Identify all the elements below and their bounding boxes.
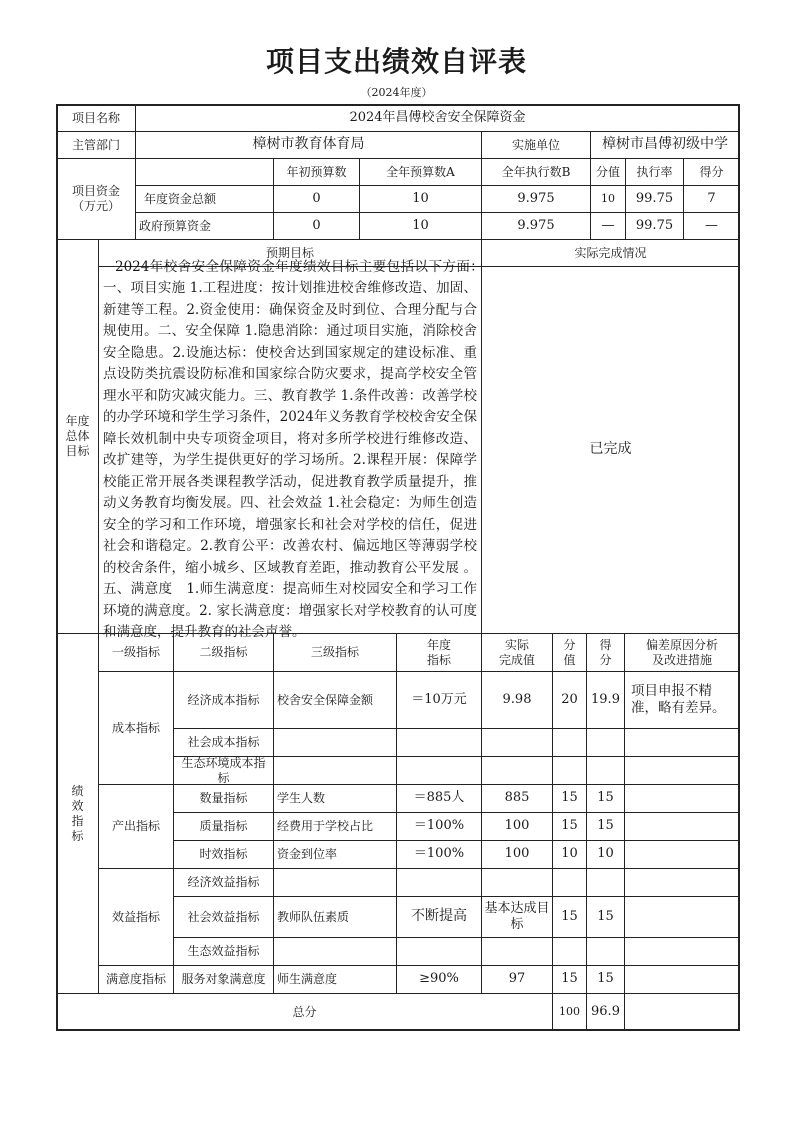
indicator-level3	[273, 756, 397, 785]
indicator-target: ＝10万元	[396, 671, 482, 729]
funds-row-gov-score-value: —	[590, 212, 626, 240]
indicator-actual: 885	[481, 784, 553, 813]
indicator-level3: 师生满意度	[273, 965, 397, 994]
indicator-target: 不断提高	[396, 896, 482, 938]
indicator-deviation	[624, 965, 740, 994]
indicator-level2: 生态效益指标	[173, 937, 274, 966]
header-score-value-line2: 值	[563, 652, 576, 667]
indicator-deviation	[624, 840, 740, 869]
indicator-target: ＝100%	[396, 840, 482, 869]
indicator-level3: 经费用于学校占比	[273, 812, 397, 841]
indicator-target	[396, 728, 482, 757]
indicator-level2: 时效指标	[173, 840, 274, 869]
funds-header-score: 得分	[683, 158, 740, 186]
indicator-level2: 经济成本指标	[173, 671, 274, 729]
goals-label-line2: 总体	[65, 429, 90, 443]
indicator-deviation	[624, 937, 740, 966]
project-name-value: 2024年昌傅校舍安全保障资金	[135, 104, 740, 132]
indicator-target	[396, 756, 482, 785]
funds-label-line2: （万元）	[71, 199, 120, 213]
perf-label-line4: 标	[71, 828, 84, 843]
total-label: 总分	[56, 993, 553, 1031]
indicator-level3: 校舍安全保障金额	[273, 671, 397, 729]
funds-row-gov-rate: 99.75	[625, 212, 684, 240]
header-actual-value-line2: 完成值	[498, 652, 535, 667]
indicator-deviation	[624, 868, 740, 897]
header-score-line2: 分	[599, 652, 612, 667]
header-actual-value	[481, 633, 553, 672]
page-subtitle: （2024年度）	[360, 86, 433, 99]
total-score: 96.9	[586, 993, 625, 1031]
indicator-score: 15	[586, 896, 625, 938]
total-score-value: 100	[552, 993, 587, 1031]
goals-section-label	[56, 239, 99, 634]
project-name-label: 项目名称	[56, 104, 136, 132]
funds-section-label	[56, 158, 136, 240]
header-deviation-line1: 偏差原因分析	[645, 637, 718, 652]
funds-header-score-value: 分值	[590, 158, 626, 186]
indicator-level3: 资金到位率	[273, 840, 397, 869]
funds-row-gov-name: 政府预算资金	[135, 212, 274, 240]
indicator-level3	[273, 728, 397, 757]
indicator-level2: 经济效益指标	[173, 868, 274, 897]
header-score-line1: 得	[599, 637, 612, 652]
total-deviation	[624, 993, 740, 1031]
perf-label-line2: 效	[71, 798, 84, 813]
header-score-value-line1: 分	[563, 637, 576, 652]
indicator-score: 10	[586, 840, 625, 869]
page-title: 项目支出绩效自评表	[265, 45, 527, 78]
actual-completion-header: 实际完成情况	[481, 239, 740, 267]
indicator-score: 15	[586, 965, 625, 994]
goals-label-line1: 年度	[65, 414, 90, 428]
funds-header-executed: 全年执行数B	[481, 158, 591, 186]
header-level2: 二级指标	[173, 633, 274, 672]
indicator-score-value: 15	[552, 812, 587, 841]
indicator-score-value	[552, 728, 587, 757]
funds-row-total-score-value: 10	[590, 185, 626, 213]
indicator-deviation	[624, 728, 740, 757]
unit-label: 实施单位	[481, 131, 591, 159]
indicator-target	[396, 868, 482, 897]
indicator-actual: 100	[481, 812, 553, 841]
funds-header-rate: 执行率	[625, 158, 684, 186]
indicator-score	[586, 756, 625, 785]
funds-header-annual: 全年预算数A	[359, 158, 482, 186]
indicator-deviation	[624, 812, 740, 841]
indicator-score	[586, 937, 625, 966]
indicator-deviation	[624, 756, 740, 785]
indicator-target: ＝885人	[396, 784, 482, 813]
funds-row-gov-annual: 10	[359, 212, 482, 240]
indicator-level2: 数量指标	[173, 784, 274, 813]
expected-goal-text: 2024年校舍安全保障资金年度绩效目标主要包括以下方面： 一、项目实施 1.工程进度：按计划推进校舍维修改造、加固、新建等工程。2.资金使用：确保资金及时到位、合理分配与合规使用。二、安全保障 1.隐患消除：通过项目实施，消除校舍安全隐患。2.设施达标：使校舍达到国家规定的建设标准、重点设防类抗震设防标准和国家综合防灾要求，提高学校安全管理水平和防灾减灾能力。三、教育教学 1.条件改善：改善学校的办学环境和学生学习条件，2024年义务教育学校校舍安全保障长效机制中央专项资金项目，将对多所学校进行维修改造、改扩建等，为学生提供更好的学习场所。2.课程开展：保障学校能正常开展各类课程教学活动，促进教育教学质量提升，推动义务教育均衡发展。四、社会效益 1.社会稳定：为师生创造安全的学习和工作环境，增强家长和社会对学校的信任，促进社会和谐稳定。2.教育公平：改善农村、偏远地区等薄弱学校的校舍条件，缩小城乡、区域教育差距，推动教育公平发展 。五、满意度 1.师生满意度：提高师生对校园安全和学习工作环境的满意度。2. 家长满意度：增强家长对学校教育的认可度和满意度，提升教育的社会声誉。	[98, 266, 482, 634]
indicator-deviation: 项目申报不精准，略有差异。	[624, 671, 740, 729]
indicator-score: 15	[586, 812, 625, 841]
indicator-deviation	[624, 784, 740, 813]
indicator-level2: 生态环境成本指标	[173, 756, 274, 785]
dept-label: 主管部门	[56, 131, 136, 159]
funds-row-gov-initial: 0	[273, 212, 360, 240]
indicator-score-value	[552, 868, 587, 897]
header-annual-target-line1: 年度	[426, 637, 451, 652]
indicator-actual	[481, 937, 553, 966]
indicator-level3: 学生人数	[273, 784, 397, 813]
indicator-level2: 社会成本指标	[173, 728, 274, 757]
funds-row-total-initial: 0	[273, 185, 360, 213]
level1-cost: 成本指标	[98, 671, 174, 785]
funds-row-total-rate: 99.75	[625, 185, 684, 213]
expected-goal-header: 预期目标	[98, 239, 482, 267]
indicator-level2: 服务对象满意度	[173, 965, 274, 994]
header-annual-target	[396, 633, 482, 672]
indicator-score-value: 20	[552, 671, 587, 729]
header-actual-value-line1: 实际	[504, 637, 529, 652]
indicator-target: ≥90%	[396, 965, 482, 994]
indicator-score-value: 15	[552, 896, 587, 938]
unit-value: 樟树市昌傅初级中学	[590, 131, 740, 159]
perf-label-line1: 绩	[71, 783, 84, 798]
indicator-actual	[481, 728, 553, 757]
header-deviation-line2: 及改进措施	[651, 652, 712, 667]
indicator-actual	[481, 756, 553, 785]
funds-row-total-executed: 9.975	[481, 185, 591, 213]
header-level1: 一级指标	[98, 633, 174, 672]
funds-row-total-annual: 10	[359, 185, 482, 213]
header-level3: 三级指标	[273, 633, 397, 672]
indicator-score: 15	[586, 784, 625, 813]
level1-output: 产出指标	[98, 784, 174, 869]
performance-section-label	[56, 633, 99, 994]
indicator-score: 19.9	[586, 671, 625, 729]
level1-benefit: 效益指标	[98, 868, 174, 966]
funds-header-blank	[135, 158, 274, 186]
perf-label-line3: 指	[71, 813, 84, 828]
level1-satisfaction: 满意度指标	[98, 965, 174, 994]
indicator-score	[586, 868, 625, 897]
dept-value: 樟树市教育体育局	[135, 131, 482, 159]
indicator-actual: 9.98	[481, 671, 553, 729]
indicator-score-value: 15	[552, 784, 587, 813]
indicator-level2: 社会效益指标	[173, 896, 274, 938]
indicator-score	[586, 728, 625, 757]
indicator-deviation	[624, 896, 740, 938]
indicator-target	[396, 937, 482, 966]
indicator-actual: 基本达成目标	[481, 896, 553, 938]
indicator-score-value: 15	[552, 965, 587, 994]
indicator-level3	[273, 868, 397, 897]
funds-row-gov-executed: 9.975	[481, 212, 591, 240]
header-deviation	[624, 633, 740, 672]
indicator-level2: 质量指标	[173, 812, 274, 841]
funds-row-total-score: 7	[683, 185, 740, 213]
indicator-actual: 97	[481, 965, 553, 994]
funds-label-line1: 项目资金	[71, 184, 120, 198]
header-score	[586, 633, 625, 672]
funds-header-initial: 年初预算数	[273, 158, 360, 186]
indicator-score-value	[552, 937, 587, 966]
funds-row-total-name: 年度资金总额	[135, 185, 274, 213]
indicator-score-value	[552, 756, 587, 785]
funds-row-gov-score: —	[683, 212, 740, 240]
actual-completion-text: 已完成	[481, 266, 740, 634]
header-annual-target-line2: 指标	[426, 652, 451, 667]
indicator-target: ＝100%	[396, 812, 482, 841]
indicator-actual	[481, 868, 553, 897]
indicator-actual: 100	[481, 840, 553, 869]
indicator-score-value: 10	[552, 840, 587, 869]
indicator-level3	[273, 937, 397, 966]
goals-label-line3: 目标	[65, 444, 90, 458]
indicator-level3: 教师队伍素质	[273, 896, 397, 938]
header-score-value	[552, 633, 587, 672]
